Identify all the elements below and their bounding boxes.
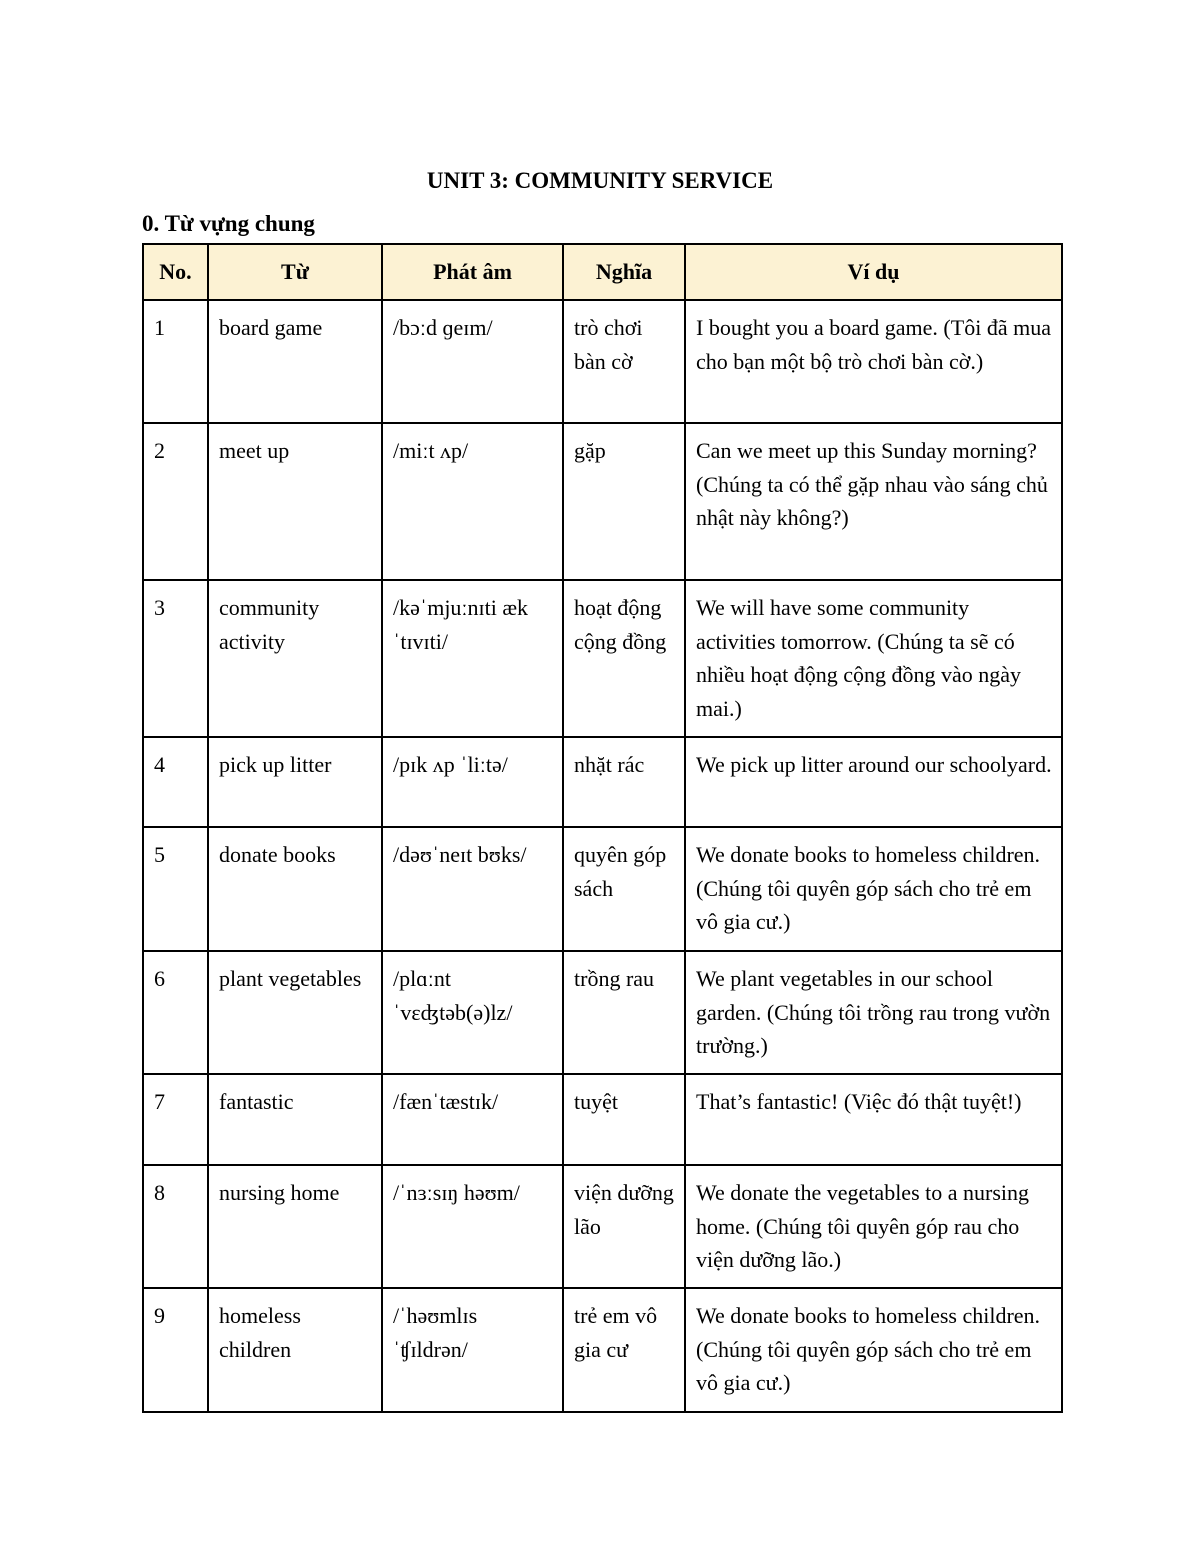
table-row [143,827,1062,951]
cell-no: 7 [143,1074,208,1165]
table-row [143,423,1062,580]
header-meaning: Nghĩa [563,244,685,300]
table-row [143,951,1062,1074]
cell-meaning: gặp [563,423,685,580]
cell-word: donate books [208,827,382,951]
cell-pronunciation: /kəˈmjuːnɪti ækˈtɪvɪti/ [382,580,563,737]
cell-example: We donate books to homeless children. (Chúng tôi quyên góp sách cho trẻ em vô gia cư.) [685,827,1062,951]
cell-pronunciation: /pɪk ʌp ˈliːtə/ [382,737,563,827]
cell-no: 1 [143,300,208,423]
cell-no: 2 [143,423,208,580]
cell-word: meet up [208,423,382,580]
cell-pronunciation: /bɔːd ɡeɪm/ [382,300,563,423]
cell-word: homeless children [208,1288,382,1412]
cell-example: Can we meet up this Sunday morning? (Chúng ta có thể gặp nhau vào sáng chủ nhật này không?) [685,423,1062,580]
cell-word: board game [208,300,382,423]
cell-word: nursing home [208,1165,382,1288]
cell-example: We pick up litter around our schoolyard. [685,737,1062,827]
cell-meaning: nhặt rác [563,737,685,827]
cell-pronunciation: /ˈhəʊmlɪs ˈʧɪldrən/ [382,1288,563,1412]
page-title: UNIT 3: COMMUNITY SERVICE [426,168,774,193]
cell-word: plant vegetables [208,951,382,1074]
cell-example: I bought you a board game. (Tôi đã mua cho bạn một bộ trò chơi bàn cờ.) [685,300,1062,423]
cell-meaning: hoạt động cộng đồng [563,580,685,737]
cell-word: pick up litter [208,737,382,827]
section-heading: 0. Từ vựng chung [142,211,315,236]
header-example: Ví dụ [685,244,1062,300]
cell-meaning: quyên góp sách [563,827,685,951]
cell-meaning: viện dưỡng lão [563,1165,685,1288]
cell-word: fantastic [208,1074,382,1165]
cell-no: 4 [143,737,208,827]
cell-example: We donate the vegetables to a nursing home. (Chúng tôi quyên góp rau cho viện dưỡng lão.) [685,1165,1062,1288]
cell-no: 5 [143,827,208,951]
table-row [143,580,1062,737]
cell-example: We donate books to homeless children. (Chúng tôi quyên góp sách cho trẻ em vô gia cư.) [685,1288,1062,1412]
cell-meaning: trẻ em vô gia cư [563,1288,685,1412]
cell-meaning: tuyệt [563,1074,685,1165]
table-row [143,1288,1062,1412]
cell-pronunciation: /fænˈtæstɪk/ [382,1074,563,1165]
cell-pronunciation: /dəʊˈneɪt bʊks/ [382,827,563,951]
cell-pronunciation: /plɑːnt ˈvɛʤtəb(ə)lz/ [382,951,563,1074]
header-pronunciation: Phát âm [382,244,563,300]
cell-meaning: trò chơi bàn cờ [563,300,685,423]
cell-example: That’s fantastic! (Việc đó thật tuyệt!) [685,1074,1062,1165]
header-word: Từ [208,244,382,300]
table-row [143,1165,1062,1288]
table-row [143,1074,1062,1165]
vocabulary-table [142,243,1063,1413]
table-row [143,737,1062,827]
cell-pronunciation: /miːt ʌp/ [382,423,563,580]
cell-example: We will have some community activities tomorrow. (Chúng ta sẽ có nhiều hoạt động cộng đồng vào ngày mai.) [685,580,1062,737]
cell-no: 6 [143,951,208,1074]
cell-pronunciation: /ˈnɜːsɪŋ həʊm/ [382,1165,563,1288]
cell-word: community activity [208,580,382,737]
cell-no: 3 [143,580,208,737]
header-no: No. [143,244,208,300]
cell-no: 8 [143,1165,208,1288]
cell-example: We plant vegetables in our school garden. (Chúng tôi trồng rau trong vườn trường.) [685,951,1062,1074]
table-header-row [143,244,1062,300]
cell-meaning: trồng rau [563,951,685,1074]
cell-no: 9 [143,1288,208,1412]
table-row [143,300,1062,423]
